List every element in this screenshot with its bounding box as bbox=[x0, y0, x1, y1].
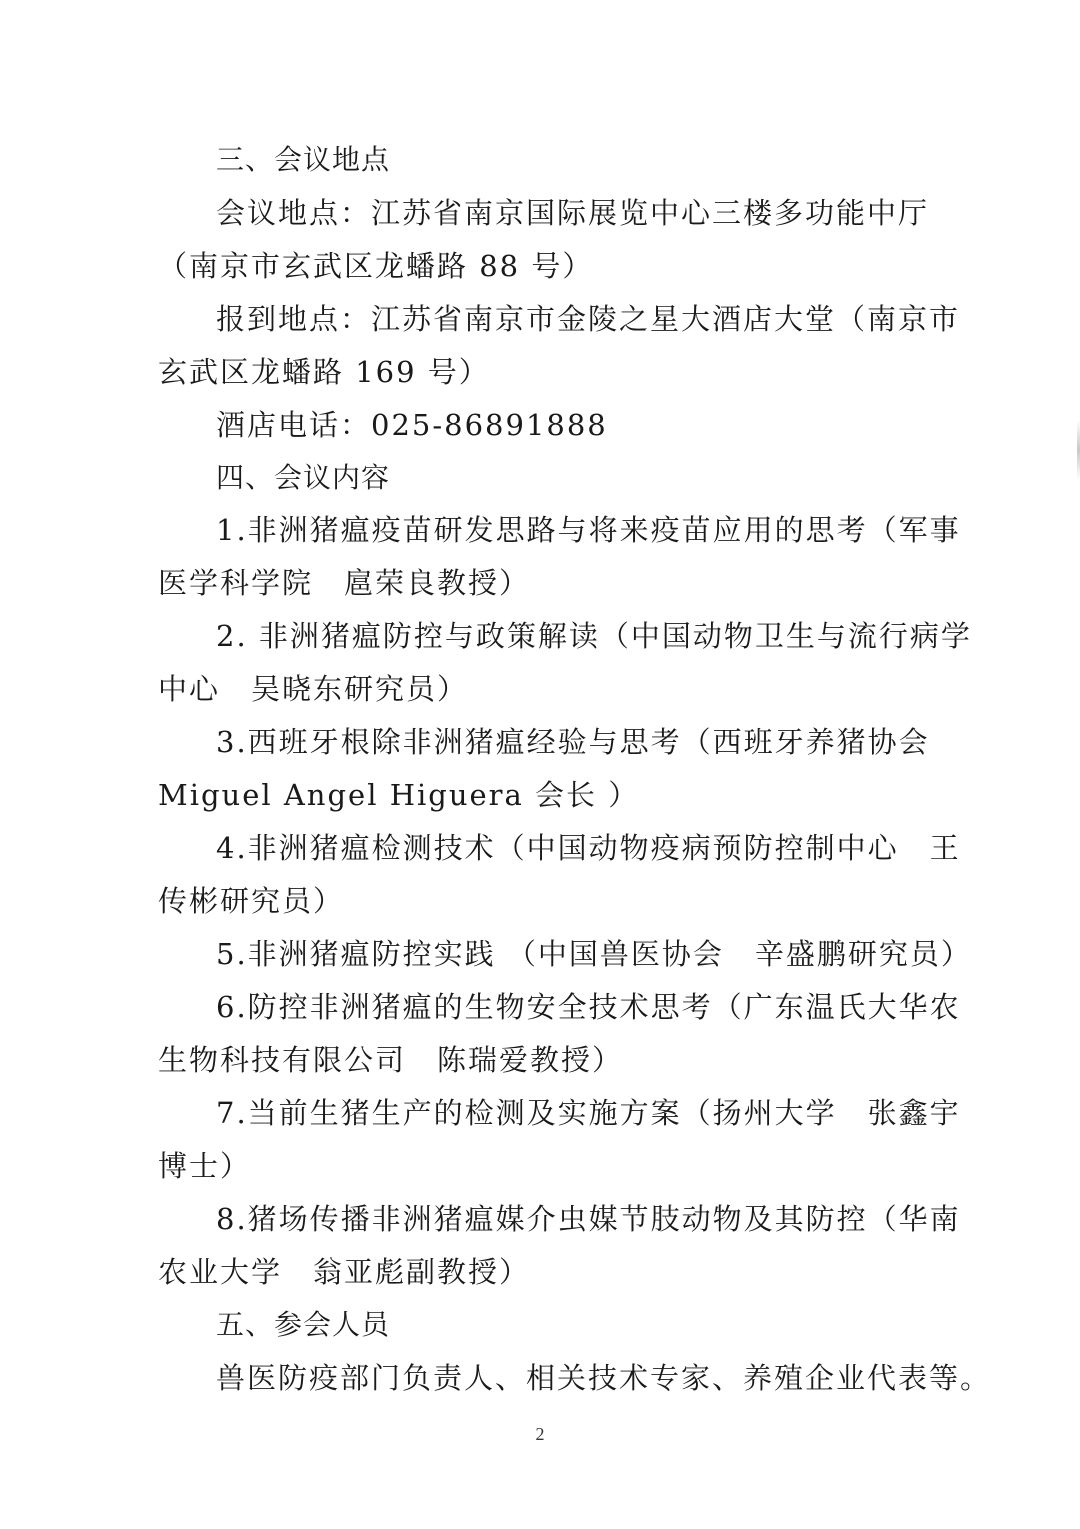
page-number: 2 bbox=[535, 1424, 545, 1444]
section-heading-venue: 三、会议地点 bbox=[216, 143, 391, 176]
checkin-line: 报到地点：江苏省南京市金陵之星大酒店大堂（南京市 bbox=[216, 302, 961, 336]
agenda-item-8: 8.猪场传播非洲猪瘟媒介虫媒节肢动物及其防控（华南 bbox=[216, 1202, 961, 1236]
checkin-address: 玄武区龙蟠路 169 号） bbox=[158, 355, 490, 389]
agenda-item-1: 1.非洲猪瘟疫苗研发思路与将来疫苗应用的思考（军事 bbox=[216, 513, 961, 547]
agenda-item-8-cont: 农业大学 翁亚彪副教授） bbox=[158, 1255, 531, 1289]
agenda-item-5: 5.非洲猪瘟防控实践 （中国兽医协会 辛盛鹏研究员） bbox=[216, 937, 972, 971]
agenda-item-6-cont: 生物科技有限公司 陈瑞爱教授） bbox=[158, 1043, 624, 1077]
hotel-phone: 酒店电话：025-86891888 bbox=[216, 408, 608, 442]
agenda-item-4: 4.非洲猪瘟检测技术（中国动物疫病预防控制中心 王 bbox=[216, 831, 961, 865]
section-heading-content: 四、会议内容 bbox=[216, 461, 391, 494]
agenda-item-7: 7.当前生猪生产的检测及实施方案（扬州大学 张鑫宇 bbox=[216, 1096, 961, 1130]
attendees-line: 兽医防疫部门负责人、相关技术专家、养殖企业代表等。 bbox=[216, 1361, 992, 1395]
section-heading-attendees: 五、参会人员 bbox=[216, 1308, 391, 1341]
agenda-item-3: 3.西班牙根除非洲猪瘟经验与思考（西班牙养猪协会 bbox=[216, 725, 930, 759]
agenda-item-3-cont: Miguel Angel Higuera 会长 ） bbox=[158, 778, 640, 812]
agenda-item-6: 6.防控非洲猪瘟的生物安全技术思考（广东温氏大华农 bbox=[216, 990, 961, 1024]
agenda-item-4-cont: 传彬研究员） bbox=[158, 884, 345, 918]
agenda-item-2: 2. 非洲猪瘟防控与政策解读（中国动物卫生与流行病学 bbox=[216, 619, 972, 653]
venue-line: 会议地点：江苏省南京国际展览中心三楼多功能中厅 bbox=[216, 196, 930, 230]
venue-address: （南京市玄武区龙蟠路 88 号） bbox=[158, 249, 594, 283]
agenda-item-1-cont: 医学科学院 扈荣良教授） bbox=[158, 566, 531, 600]
agenda-item-7-cont: 博士） bbox=[158, 1149, 252, 1183]
agenda-item-2-cont: 中心 吴晓东研究员） bbox=[158, 672, 469, 706]
